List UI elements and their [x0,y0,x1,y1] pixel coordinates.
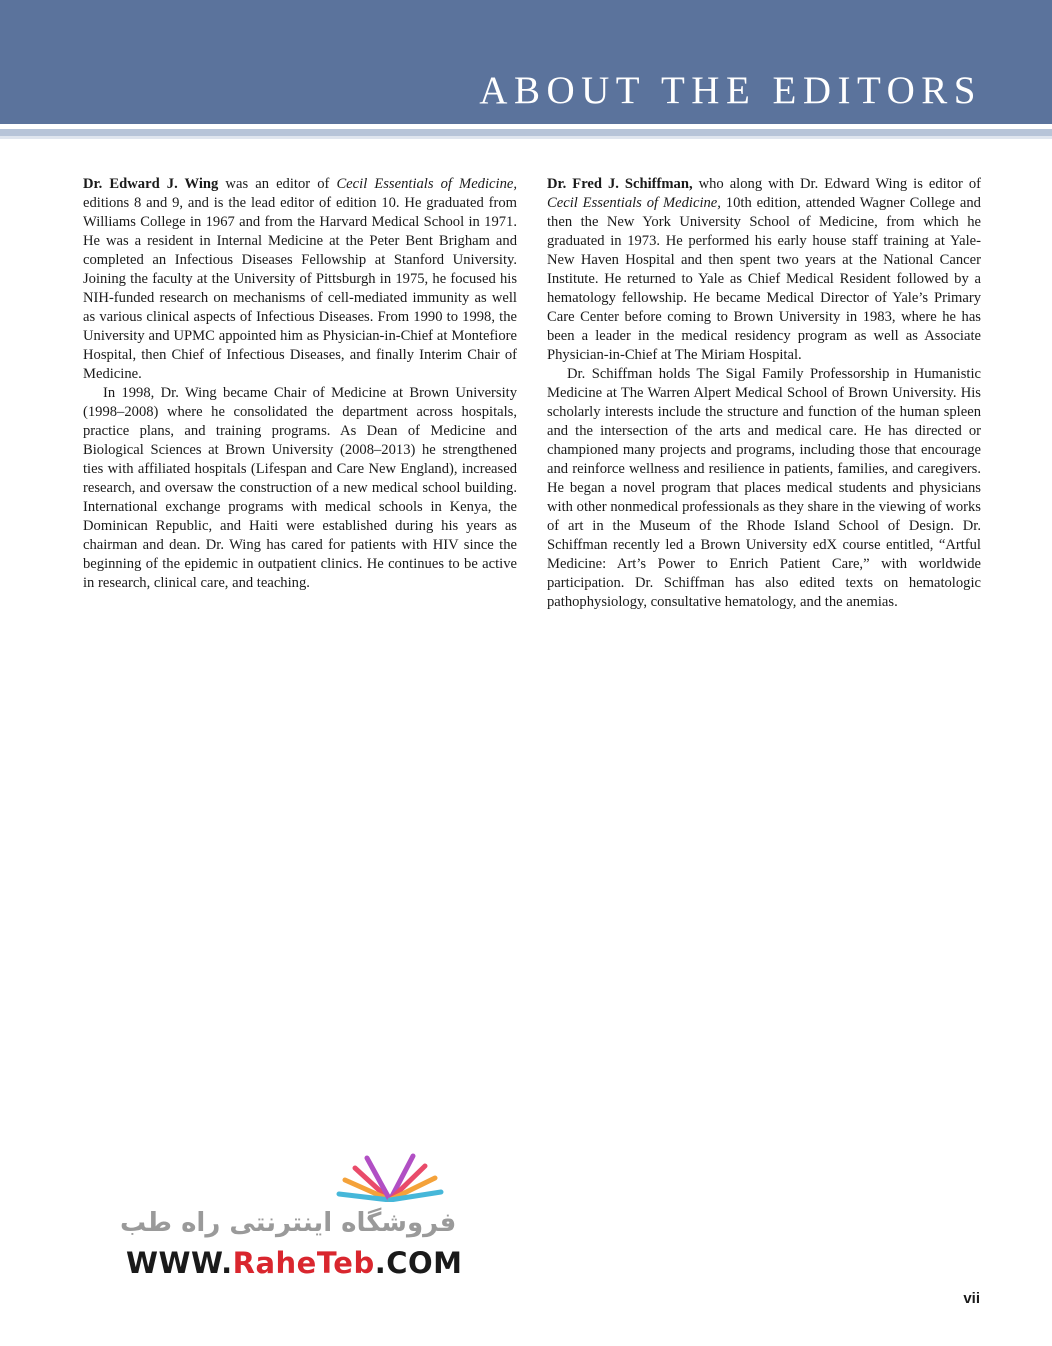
book-title: Cecil Essentials of Medicine, [547,195,721,211]
right-column [547,175,981,612]
watermark-url-suffix: .COM [374,1246,463,1280]
watermark-url-brand: RaheTeb [232,1246,375,1280]
header-rule-faint [0,136,1052,139]
schiffman-bio-text-2: 10th edition, attended Wagner College and then the New York University School of Medicine, from which he graduated in 1973. He performed his early house staff training at Yale-New Haven Hospital and then spent two years at the National Cancer Institute. He returned to Yale as Chief Medical Resident followed by a hematology fellowship. He became Medical Director of Yale’s Primary Care Center before coming to Brown University in 1983, where he has been a leader in the medical residency program as well as Associate Physician-in-Chief at The Miriam Hospital. [547,195,981,363]
page-number: vii [963,1290,980,1307]
watermark-url [126,1246,463,1280]
book-title: Cecil Essentials of Medicine, [336,176,517,192]
editor-name-schiffman: Dr. Fred J. Schiffman, [547,176,693,192]
raheteb-watermark-logo [120,1150,463,1280]
watermark-persian-text: فروشگاه اینترنتی راه طب [120,1208,457,1238]
page-title: ABOUT THE EDITORS [479,69,982,112]
open-book-icon [335,1150,445,1202]
header-band [0,0,1052,124]
wing-bio-text-1: was an editor of [218,176,337,192]
schiffman-bio-paragraph-2: Dr. Schiffman holds The Sigal Family Professorship in Humanistic Medicine at The Warren Alpert Medical School of Brown University. His scholarly interests include the structure and function of the human spleen and the intersection of the arts and medical care. He has directed or championed many projects and programs, including those that encourage and reinforce wellness and resilience in patients, families, and caregivers. He began a novel program that places medical students and physicians with other nonmedical professionals as they share in the viewing of works of art in the Museum of the Rhode Island School of Design. Dr. Schiffman recently led a Brown University edX course entitled, “Artful Medicine: Art’s Power to Enrich Patient Care,” with worldwide participation. Dr. Schiffman has also edited texts on hematologic pathophysiology, consultative hematology, and the anemias. [547,366,981,610]
watermark-url-prefix: WWW. [126,1246,233,1280]
wing-bio-paragraph-2: In 1998, Dr. Wing became Chair of Medicine at Brown University (1998–2008) where he consolidated the department across hospitals, practice plans, and training programs. As Dean of Medicine and Biological Sciences at Brown University (2008–2013) he strengthened ties with affiliated hospitals (Lifespan and Care New England), increased research, and oversaw the construction of a new medical school building. International exchange programs with medical schools in Kenya, the Dominican Republic, and Haiti were established during his years as chairman and dean. Dr. Wing has cared for patients with HIV since the beginning of the epidemic in outpatient clinics. He continues to be active in research, clinical care, and teaching. [83,385,517,591]
schiffman-bio-text-1: who along with Dr. Edward Wing is editor of [692,176,982,192]
left-column [83,175,517,593]
schiffman-bio-paragraph-1 [547,175,981,365]
wing-bio-paragraph-1 [83,175,517,384]
wing-bio-text-2: editions 8 and 9, and is the lead editor of edition 10. He graduated from Williams College in 1967 and from the Harvard Medical School in 1971. He was a resident in Internal Medicine at the Peter Bent Brigham and completed an Infectious Diseases Fellowship at Stanford University. Joining the faculty at the University of Pittsburgh in 1975, he focused his NIH-funded research on mechanisms of cell-mediated immunity as well as various clinical aspects of Infectious Diseases. From 1990 to 1998, the University and UPMC appointed him as Physician-in-Chief at Montefiore Hospital, then Chief of Infectious Diseases, and finally Interim Chair of Medicine. [83,195,517,382]
header-rule [0,129,1052,136]
editor-name-wing: Dr. Edward J. Wing [83,176,219,192]
